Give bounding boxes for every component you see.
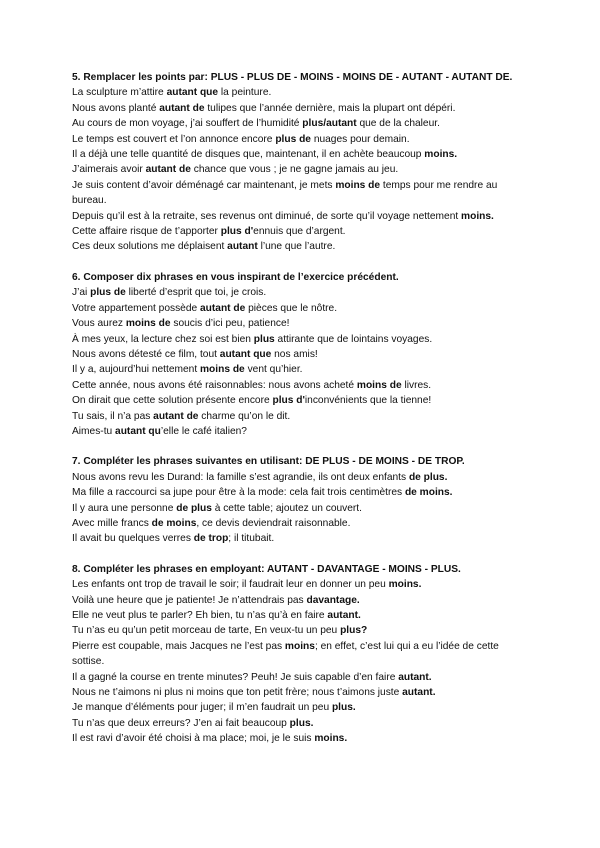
sentence-text: Au cours de mon voyage, j’ai souffert de l’humidité [72, 118, 303, 130]
exercise-lines [72, 470, 530, 547]
answer-text: moins de [356, 379, 402, 391]
sentence-text: Depuis qu’il est à la retraite, ses revenus ont diminué, de sorte qu’il voyage nettement [72, 210, 462, 222]
sentence-text: ’elle le café italien? [160, 425, 247, 437]
sentence-text: soucis d’ici peu, patience! [170, 318, 290, 330]
sentence-text: ; il titubait. [228, 533, 275, 545]
answer-text: moins. [461, 210, 494, 222]
sentence-line [72, 716, 530, 731]
answer-text: autant que [219, 348, 272, 360]
sentence-text: nos amis! [271, 348, 318, 360]
exercise-heading: 5. Remplacer les points par: PLUS - PLUS DE - MOINS - MOINS DE - AUTANT - AUTANT DE. [72, 72, 513, 83]
sentence-text: Il a gagné la course en trente minutes? Peuh! Je suis capable d’en faire [72, 671, 399, 683]
sentence-line [72, 362, 530, 377]
sentence-line [72, 209, 530, 224]
sentence-line [72, 409, 530, 424]
sentence-line [72, 531, 530, 546]
sentence-text: Cette année, nous avons été raisonnables: nous avons acheté [72, 379, 357, 391]
sentence-text: Ma fille a raccourci sa jupe pour être à la mode: cela fait trois centimètres [72, 487, 405, 499]
answer-text: moins. [388, 579, 422, 591]
sentence-text: J’aimerais avoir [72, 164, 146, 176]
sentence-text: Nous avons revu les Durand: la famille s’est agrandie, ils ont deux enfants [72, 471, 409, 483]
answer-text: autant de [159, 102, 205, 114]
sentence-text: pièces que le nôtre. [245, 302, 338, 314]
sentence-text: chance que vous ; je ne gagne jamais au jeu. [190, 164, 399, 176]
sentence-line [72, 516, 530, 531]
sentence-text: vent qu’hier. [244, 364, 303, 376]
exercise-6 [72, 270, 530, 439]
sentence-text: Je suis content d’avoir déménagé car maintenant, je mets [72, 179, 336, 191]
sentence-line [72, 685, 530, 700]
sentence-text: À mes yeux, la lecture chez soi est bien [72, 333, 254, 345]
exercise-5 [72, 70, 530, 255]
answer-text: de trop [193, 533, 229, 545]
sentence-text: ; en effet, c’est lui qui a eu l’idée de cette sottise. [72, 640, 499, 668]
answer-text: moins de [125, 318, 171, 330]
sentence-line [72, 101, 530, 116]
sentence-text: Cette affaire risque de t’apporter [72, 226, 221, 238]
sentence-text: livres. [401, 379, 432, 391]
sentence-line [72, 485, 530, 500]
sentence-line [72, 147, 530, 162]
sentence-line [72, 731, 530, 746]
sentence-text: Il a déjà une telle quantité de disques que, maintenant, il en achète beaucoup [72, 149, 425, 161]
sentence-text: Tu n’as que deux erreurs? J’en ai fait beaucoup [72, 717, 290, 729]
sentence-line [72, 301, 530, 316]
sentence-text: Il y a, aujourd’hui nettement [72, 364, 200, 376]
answer-text: autant de [145, 164, 191, 176]
sentence-text: Ces deux solutions me déplaisent [72, 241, 228, 253]
sentence-line [72, 700, 530, 715]
sentence-text: Je manque d’éléments pour juger; il m’en faudrait un peu [72, 702, 332, 714]
sentence-text: Elle ne veut plus te parler? Eh bien, tu n’as qu’à en faire [72, 610, 328, 621]
answer-text: moins de [335, 179, 381, 191]
sentence-text: Nous avons détesté ce film, tout [72, 348, 220, 360]
sentence-line [72, 378, 530, 393]
sentence-text: ennuis que d’argent. [253, 226, 346, 238]
sentence-line [72, 577, 530, 592]
answer-text: autant. [402, 687, 436, 699]
sentence-line [72, 285, 530, 300]
sentence-line [72, 593, 530, 608]
sentence-line [72, 332, 530, 347]
answer-text: de plus. [408, 471, 448, 483]
answer-text: autant de [153, 410, 199, 422]
sentence-text: Il y aura une personne [72, 502, 177, 514]
sentence-line [72, 85, 530, 100]
sentence-text: Avec mille francs [72, 517, 152, 529]
sentence-line [72, 623, 530, 638]
sentence-text: charme qu’on le dit. [198, 410, 291, 422]
sentence-line [72, 347, 530, 362]
sentence-text: Pierre est coupable, mais Jacques ne l’est pas [72, 640, 285, 652]
answer-text: de moins [151, 517, 197, 529]
sentence-line [72, 470, 530, 485]
answer-text: plus de [90, 287, 126, 299]
answer-text: plus? [340, 625, 368, 637]
answer-text: plus. [331, 702, 356, 714]
sentence-line [72, 608, 530, 623]
sentence-text: Nous ne t’aimons ni plus ni moins que ton petit frère; nous t’aimons juste [72, 687, 403, 699]
answer-text: autant [227, 241, 258, 253]
sentence-text: Voilà une heure que je patiente! Je n’attendrais pas [72, 594, 307, 606]
sentence-text: Aimes-tu [72, 425, 116, 437]
exercise-heading: 6. Composer dix phrases en vous inspirant de l’exercice précédent. [72, 271, 399, 283]
exercise-7 [72, 454, 530, 546]
answer-text: autant qu [115, 425, 161, 437]
answer-text: moins. [314, 733, 348, 745]
exercise-heading: 8. Compléter les phrases en employant: AUTANT - DAVANTAGE - MOINS - PLUS. [72, 563, 461, 575]
sentence-line [72, 178, 530, 209]
sentence-text: J’ai [72, 287, 91, 299]
sentence-line [72, 501, 530, 516]
sentence-text: inconvénients que la tienne! [304, 395, 432, 407]
sentence-text: Il est ravi d’avoir été choisi à ma place; moi, je le suis [72, 733, 315, 745]
sentence-text: , ce devis deviendrait raisonnable. [196, 517, 351, 529]
sentence-text: La sculpture m’attire [72, 87, 167, 99]
sentence-text: temps pour me rendre au bureau. [72, 179, 498, 207]
sentence-line [72, 224, 530, 239]
sentence-line [72, 132, 530, 147]
sentence-text: Votre appartement possède [72, 302, 200, 314]
answer-text: plus d' [272, 395, 305, 407]
sentence-line [72, 424, 530, 439]
sentence-line [72, 162, 530, 177]
answer-text: plus. [289, 717, 314, 729]
answer-text: plus/autant [302, 118, 357, 130]
sentence-text: nuages pour demain. [310, 133, 410, 145]
exercise-lines [72, 285, 530, 439]
answer-text: de plus [176, 502, 212, 514]
answer-text: autant. [327, 610, 361, 621]
answer-text: moins de [200, 364, 245, 376]
sentence-text: Vous aurez [72, 318, 126, 330]
sentence-text: Tu sais, il n’a pas [72, 410, 154, 422]
sentence-text: Les enfants ont trop de travail le soir; il faudrait leur en donner un peu [72, 579, 389, 591]
answer-text: plus [253, 333, 275, 345]
exercise-8 [72, 562, 530, 747]
sentence-text: tulipes que l’année dernière, mais la plupart ont dépéri. [204, 102, 456, 114]
sentence-text: On dirait que cette solution présente encore [72, 395, 273, 407]
sentence-line [72, 393, 530, 408]
sentence-text: à cette table; ajoutez un couvert. [211, 502, 362, 514]
answer-text: plus de [275, 133, 311, 145]
sentence-text: liberté d’esprit que toi, je crois. [125, 287, 267, 299]
sentence-text: Tu n’as eu qu’un petit morceau de tarte, En veux-tu un peu [72, 625, 341, 637]
sentence-text: que de la chaleur. [356, 118, 440, 130]
exercise-heading: 7. Compléter les phrases suivantes en utilisant: DE PLUS - DE MOINS - DE TROP. [72, 456, 465, 468]
answer-text: moins [284, 640, 315, 652]
answer-text: davantage. [306, 594, 360, 606]
answer-text: autant de [200, 302, 246, 314]
sentence-line [72, 670, 530, 685]
answer-text: autant que [166, 87, 219, 99]
answer-text: plus d' [220, 226, 254, 238]
exercise-lines [72, 577, 530, 746]
sentence-line [72, 239, 530, 254]
sentence-text: Le temps est couvert et l’on annonce encore [72, 133, 276, 145]
sentence-text: l’une que l’autre. [257, 241, 336, 253]
sentence-text: Il avait bu quelques verres [72, 533, 194, 545]
sentence-line [72, 116, 530, 131]
sentence-line [72, 639, 530, 670]
sentence-text: attirante que de lointains voyages. [274, 333, 433, 345]
sentence-line [72, 316, 530, 331]
sentence-text: Nous avons planté [72, 102, 160, 114]
exercise-lines [72, 85, 530, 254]
sentence-text: la peinture. [218, 87, 272, 99]
answer-text: moins. [424, 149, 458, 161]
answer-text: de moins. [404, 487, 453, 499]
answer-text: autant. [398, 671, 432, 683]
